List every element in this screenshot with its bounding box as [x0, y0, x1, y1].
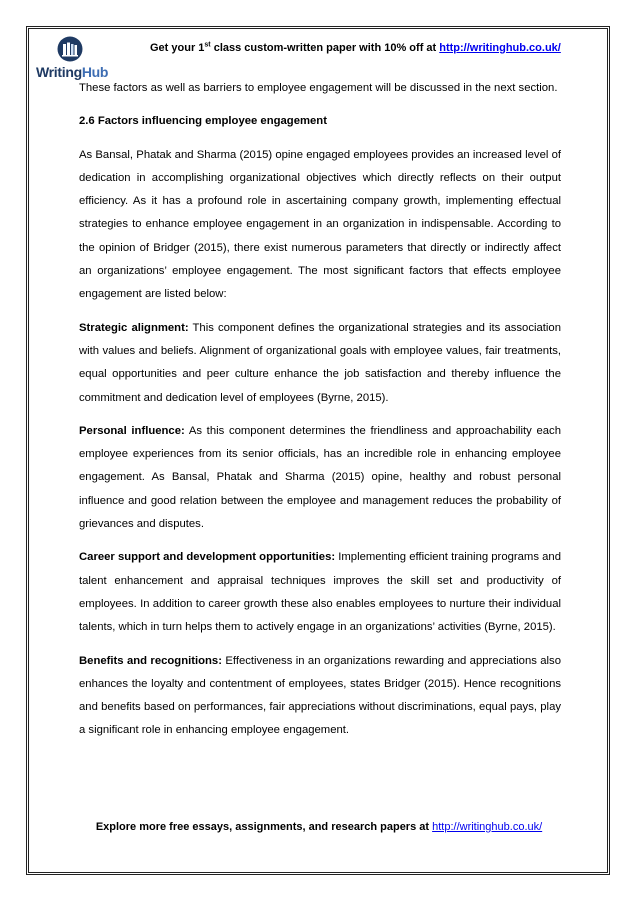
factor-title: Personal influence: — [79, 424, 185, 437]
header-text-end: class custom-written paper with 10% off at — [210, 41, 440, 54]
page-footer — [0, 820, 638, 834]
factor-text: This component defines the organizational strategies and its association with values and beliefs. Alignment of organizational goals with employee values, fair treatments, equal opportunities and peer culture enhance the job satisfaction and thereby influence the commitment and dedication level of employees (Byrne, 2015). — [79, 321, 561, 404]
book-logo-icon — [57, 36, 83, 62]
factor-paragraph — [79, 317, 561, 410]
factor-title: Strategic alignment: — [79, 321, 189, 334]
factor-text: As this component determines the friendliness and approachability each employee experiences from its senior officials, has an incredible role in enhancing employee engagement. As Bansal, Phatak and Sharma (2015) opine, healthy and robust personal influence and good relation between the employee and management reduces the probability of grievances and disputes. — [79, 424, 561, 531]
header-superscript: st — [204, 41, 211, 48]
body-paragraph: As Bansal, Phatak and Sharma (2015) opine engaged employees provides an increased level of dedication in accomplishing organizational objectives which directly reflects on their output efficiency. As it has a profound role in ascertaining company growth, implementing effectual strategies to enhance employee engagement in an organization in indispensable. According to the opinion of Bridger (2015), there exist numerous parameters that directly or indirectly affect an organizations’ employee engagement. The most significant factors that effects employee engagement are listed below: — [79, 148, 561, 301]
page-header — [150, 38, 580, 55]
document-body — [79, 77, 561, 753]
intro-paragraph: These factors as well as barriers to employee engagement will be discussed in the next section. — [79, 82, 558, 94]
factor-text: Implementing efficient training programs and talent enhancement and appraisal techniques improves the skill set and productivity of employees. In addition to career growth these also enables employees to nurture their individual talents, which in turn helps them to actively engage in an organizations’ activities (Byrne, 2015). — [79, 551, 561, 634]
footer-text: Explore more free essays, assignments, and research papers at — [95, 821, 433, 833]
header-text-start: Get your 1 — [150, 41, 205, 54]
factor-paragraph — [79, 546, 561, 639]
factor-title: Benefits and recognitions: — [79, 654, 222, 667]
logo-text-writing: Writing — [36, 64, 82, 80]
section-heading: 2.6 Factors influencing employee engagement — [79, 115, 327, 128]
factor-title: Career support and development opportunities: — [79, 551, 336, 564]
factor-paragraph — [79, 650, 561, 743]
footer-link[interactable]: http://writinghub.co.uk/ — [432, 821, 543, 833]
header-link[interactable]: http://writinghub.co.uk/ — [439, 41, 561, 54]
factor-paragraph — [79, 420, 561, 536]
logo-text-hub: Hub — [81, 64, 109, 80]
factor-text: Effectiveness in an organizations rewarding and appreciations also enhances the loyalty and contentment of employees, states Bridger (2015). Hence recognitions and benefits based on performances, fair appreciations without discriminations, equal pays, play a significant role in enhancing employee engagement. — [79, 654, 561, 737]
